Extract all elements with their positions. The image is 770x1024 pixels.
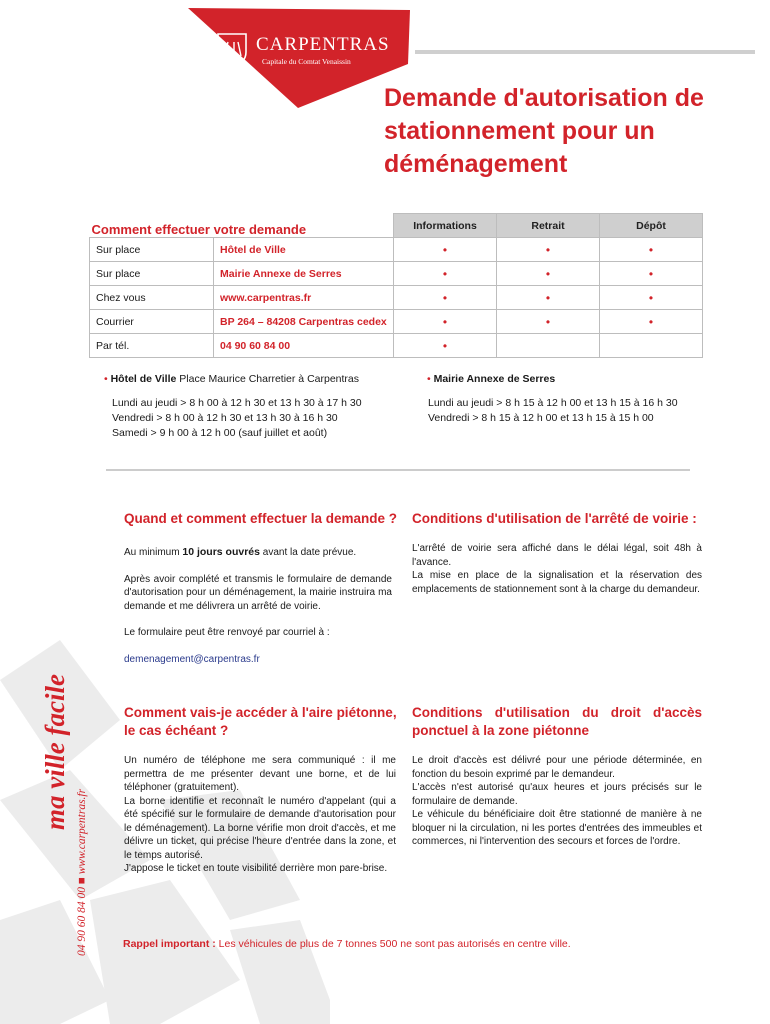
mode-cell: Chez vous xyxy=(90,286,214,310)
mark-cell: • xyxy=(600,262,703,286)
table-row xyxy=(90,334,703,358)
hours-line: Lundi au jeudi > 8 h 15 à 12 h 00 et 13 h 15 à 16 h 30 xyxy=(428,397,678,409)
section-title-arrete: Conditions d'utilisation de l'arrêté de voirie : xyxy=(412,511,697,526)
section-title-when: Quand et comment effectuer la demande ? xyxy=(124,511,398,526)
where-cell: Hôtel de Ville xyxy=(214,238,394,262)
mark-cell xyxy=(600,334,703,358)
city-logo-icon xyxy=(214,30,250,68)
mark-cell: • xyxy=(394,334,497,358)
table-row xyxy=(90,262,703,286)
mark-cell: • xyxy=(600,310,703,334)
mark-cell: • xyxy=(394,310,497,334)
where-cell: Mairie Annexe de Serres xyxy=(214,262,394,286)
serres-name: Mairie Annexe de Serres xyxy=(433,373,556,385)
paragraph: Après avoir complété et transmis le formulaire de demande d'autorisation pour un déménagement, la mairie instruira ma demande et me délivrera un arrêté de voirie. xyxy=(124,573,392,612)
request-methods-table xyxy=(89,213,703,358)
section-body-access xyxy=(124,754,396,876)
divider xyxy=(106,469,690,471)
section-title-acces-pietonne: Conditions d'utilisation du droit d'accès ponctuel à la zone piétonne xyxy=(412,705,702,738)
email-link[interactable]: demenagement@carpentras.fr xyxy=(124,653,260,665)
mark-cell: • xyxy=(497,310,600,334)
mark-cell: • xyxy=(394,238,497,262)
text: Au minimum xyxy=(124,547,183,558)
table-row xyxy=(90,238,703,262)
mairie-serres-block: • Mairie Annexe de Serres Lundi au jeudi > 8 h 15 à 12 h 00 et 13 h 15 à 16 h 30 Vendredi > 8 h 15 à 12 h 00 et 13 h 15 à 15 h 00 xyxy=(427,372,727,426)
hotel-address: Place Maurice Charretier à Carpentras xyxy=(179,373,360,385)
text-bold: 10 jours ouvrés xyxy=(182,546,260,558)
brand-subtitle: Capitale du Comtat Venaissin xyxy=(262,57,351,66)
text: avant la date prévue. xyxy=(259,547,357,558)
important-reminder xyxy=(123,938,571,950)
column-header: Dépôt xyxy=(600,214,703,238)
table-heading: Comment effectuer votre demande xyxy=(90,214,394,238)
section-title-access: Comment vais-je accéder à l'aire piétonne, le cas échéant ? xyxy=(124,705,397,738)
section-body-when xyxy=(124,546,392,666)
mode-cell: Sur place xyxy=(90,262,214,286)
reminder-text: Les véhicules de plus de 7 tonnes 500 ne sont pas autorisés en centre ville. xyxy=(215,938,571,950)
column-header: Informations xyxy=(394,214,497,238)
mark-cell: • xyxy=(497,238,600,262)
paragraph: La borne identifie et reconnaît le numéro d'appelant (qui a été spécifié sur le formulaire de demande d'autorisation pour le déménagement). La borne vérifie mon droit d'accès, et me délivre un ticket, qui précise l'heure d'entrée dans la zone, et le temps autorisé. xyxy=(124,795,396,861)
table-row xyxy=(90,310,703,334)
side-slogan: ma ville facile xyxy=(40,674,70,830)
paragraph: J'appose le ticket en toute visibilité derrière mon pare-brise. xyxy=(124,863,388,874)
hotel-de-ville-block: • Hôtel de Ville Place Maurice Charretier à Carpentras Lundi au jeudi > 8 h 00 à 12 h 30 et 13 h 30 à 17 h 30 Vendredi > 8 h 00 à 12 h 30 et 13 h 30 à 16 h 30 Samedi > 9 h 00 à 12 h 00 (sauf juillet et août) xyxy=(104,372,404,441)
page-title: Demande d'autorisation de stationnement pour un déménagement xyxy=(384,84,704,178)
header-rule xyxy=(415,50,755,54)
brand-name: CARPENTRAS xyxy=(256,34,390,55)
hours-line: Samedi > 9 h 00 à 12 h 00 (sauf juillet et août) xyxy=(112,427,328,439)
mode-cell: Par tél. xyxy=(90,334,214,358)
section-body-acces-pietonne xyxy=(412,754,702,849)
column-header: Retrait xyxy=(497,214,600,238)
paragraph: Le formulaire peut être renvoyé par courriel à : xyxy=(124,627,330,638)
paragraph: L'arrêté de voirie sera affiché dans le délai légal, soit 48h à l'avance. xyxy=(412,543,702,568)
mark-cell: • xyxy=(497,262,600,286)
hours-line: Lundi au jeudi > 8 h 00 à 12 h 30 et 13 h 30 à 17 h 30 xyxy=(112,397,362,409)
mode-cell: Courrier xyxy=(90,310,214,334)
hours-line: Vendredi > 8 h 15 à 12 h 00 et 13 h 15 à 15 h 00 xyxy=(428,412,654,424)
where-cell: BP 264 – 84208 Carpentras cedex xyxy=(214,310,394,334)
phone-link[interactable]: 04 90 60 84 00 xyxy=(214,334,394,358)
table-row xyxy=(90,286,703,310)
mark-cell xyxy=(497,334,600,358)
mark-cell: • xyxy=(394,262,497,286)
mode-cell: Sur place xyxy=(90,238,214,262)
section-body-arrete xyxy=(412,542,702,596)
paragraph: Le véhicule du bénéficiaire doit être stationné de manière à ne bloquer ni la circulation, ni les portes d'entrées des immeubles et commerces, ni l'intervention des secours et forces de l'ordre. xyxy=(412,809,702,847)
side-contact: 04 90 60 84 00 ■ www.carpentras.fr xyxy=(76,788,88,956)
table-header-row xyxy=(90,214,703,238)
website-link[interactable]: www.carpentras.fr xyxy=(214,286,394,310)
mark-cell: • xyxy=(600,238,703,262)
paragraph: Le droit d'accès est délivré pour une période déterminée, en fonction du besoin exprimé par le demandeur. xyxy=(412,755,702,780)
hotel-name: Hôtel de Ville xyxy=(110,373,177,385)
reminder-label: Rappel important : xyxy=(123,938,216,950)
mark-cell: • xyxy=(600,286,703,310)
mark-cell: • xyxy=(497,286,600,310)
paragraph: L'accès n'est autorisé qu'aux heures et jours précisés sur le formulaire de demande. xyxy=(412,782,702,807)
paragraph: Un numéro de téléphone me sera communiqué : il me permettra de me présenter devant une borne, et de lui téléphoner (gratuitement). xyxy=(124,755,396,793)
paragraph: La mise en place de la signalisation et la réservation des emplacements de stationnement sont à la charge du demandeur. xyxy=(412,570,702,595)
hours-line: Vendredi > 8 h 00 à 12 h 30 et 13 h 30 à 16 h 30 xyxy=(112,412,338,424)
mark-cell: • xyxy=(394,286,497,310)
